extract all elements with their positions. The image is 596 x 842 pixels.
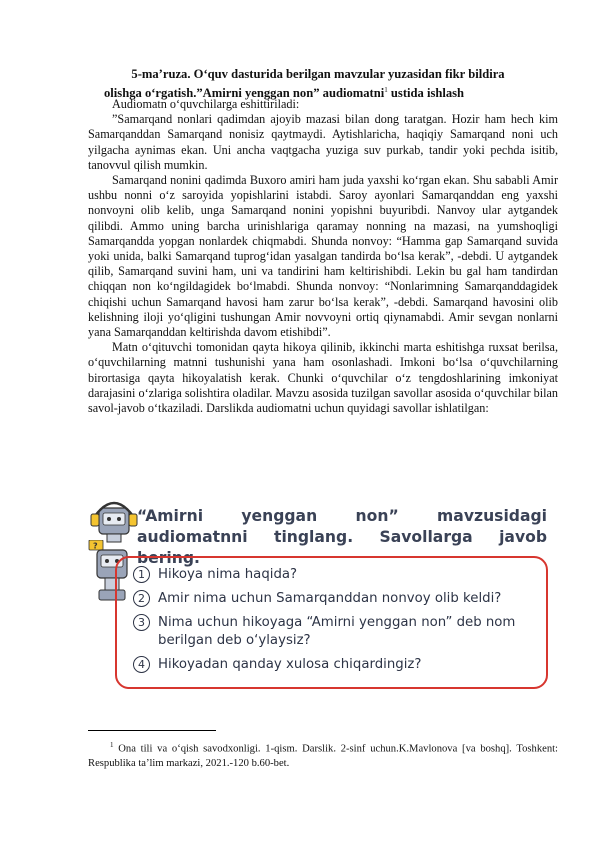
footnote-text: Ona tili va o‘qish savodxonligi. 1-qism. Darslik. 2-sinf uchun.K.Mavlonova [va boshq]. Toshkent: Respublika ta’lim markazi, 2021.-120 b.60-bet. <box>88 743 558 769</box>
exercise-heading: “Amirni yenggan non” mavzusidagi audiomatnni tinglang. Savollarga javob bering. <box>137 507 547 567</box>
questions-frame <box>115 556 548 689</box>
title-line-1: 5-ma’ruza. O‘quv dasturida berilgan mavzular yuzasidan fikr bildira <box>131 67 505 81</box>
question-item <box>133 566 518 585</box>
question-number: 3 <box>133 614 150 631</box>
lecture-title <box>104 66 528 101</box>
paragraph-intro: Audiomatn o‘quvchilarga eshittiriladi: <box>112 97 300 111</box>
footnote-divider <box>88 730 216 731</box>
paragraph-story-1: ”Samarqand nonlari qadimdan ajoyib mazasi bilan dong taratgan. Hozir ham hech kim Samarqanddan Samarqand nonisiz qaytmaydi. Aytishlaricha, haqiqiy Samarqand noni uch yilgacha aynimas ekan. Uni ancha vaqtgacha yuziga suv purkab, tandir yoki pechda isitib, tanovvul qilish mumkin. <box>88 112 558 172</box>
question-item <box>133 656 518 675</box>
question-text: Nima uchun hikoyaga “Amirni yenggan non” deb nom berilgan deb o‘ylaysiz? <box>158 615 516 648</box>
question-number: 4 <box>133 656 150 673</box>
title-line-2-text: olishga o‘rgatish.”Amirni yenggan non” audiomatni <box>104 86 385 101</box>
paragraph-method: Matn o‘qituvchi tomonidan qayta hikoya qilinib, ikkinchi marta eshitishga ruxsat berilsa, o‘quvchilarning matnni tushunishi yana ham osonlashadi. Imkoni bo‘lsa o‘quvchilarning birortasiga qayta hikoyalatish kerak. Chunki o‘quvchilar o‘z tengdoshlarining imkoniyat darajasini o‘zlariga solishtira oladilar. Mavzu asosida tuzilgan savollar asosida o‘quvchilar bilan savol-javob o‘tkaziladi. Darslikda audiomatni uchun quyidagi savollar ishlatilgan: <box>88 340 558 416</box>
question-text: Hikoya nima haqida? <box>158 567 298 582</box>
paragraph-story-2: Samarqand nonini qadimda Buxoro amiri ham juda yaxshi ko‘rgan ekan. Shu sababli Amir ushbu nonni o‘z saroyida yopishlarini istabdi. Saroy ayonlari Samarqanddan eng yaxshi nonvoyni olib kelib, unga Samarqand nonini yopishni buyuribdi. Nanvoy ular aytgandek qilibdi. Ammo uning barcha urinishlariga qaramay nonning na mazasi, na yumshoqligi Samarqandda yopgan nonlardek chiqmabdi. Shunda nonvoy: “Hamma gap Samarqand suvida yoki unida, balki Samarqand tuprog‘idan yasalgan tandirda bo‘lsa kerak”, -debdi. U aytgandek qilib, Samarqand suvini ham, uni va tandirini ham keltirishibdi. Lekin bu gal ham tandirdan chiqqan non ko‘ngildagidek bo‘lmabdi. Shunda nonvoy: “Nonlarimning Samarqanddagidek chiqishi uchun Samarqand havosi ham zarur bo‘lsa kerak”, -debdi. Samarqand havosini olib kelishning iloji yo‘qligini tushungan Amir novvoyni ortiq qiynamabdi. Amir sevgan nonlarni yana Samarqanddan keltirishda davom etishibdi”. <box>88 173 558 340</box>
question-number: 1 <box>133 566 150 583</box>
exercise-card <box>85 488 555 698</box>
question-item <box>133 590 518 609</box>
body-text <box>88 97 558 416</box>
footnote-ref: 1 <box>384 86 388 94</box>
question-item <box>133 614 518 650</box>
footnote <box>88 738 558 771</box>
svg-text:?: ? <box>93 541 98 551</box>
question-text: Hikoyadan qanday xulosa chiqardingiz? <box>158 657 422 672</box>
footnote-mark: 1 <box>110 741 114 749</box>
question-number: 2 <box>133 590 150 607</box>
question-text: Amir nima uchun Samarqanddan nonvoy olib keldi? <box>158 591 502 606</box>
title-line-2-tail: ustida ishlash <box>387 86 465 101</box>
